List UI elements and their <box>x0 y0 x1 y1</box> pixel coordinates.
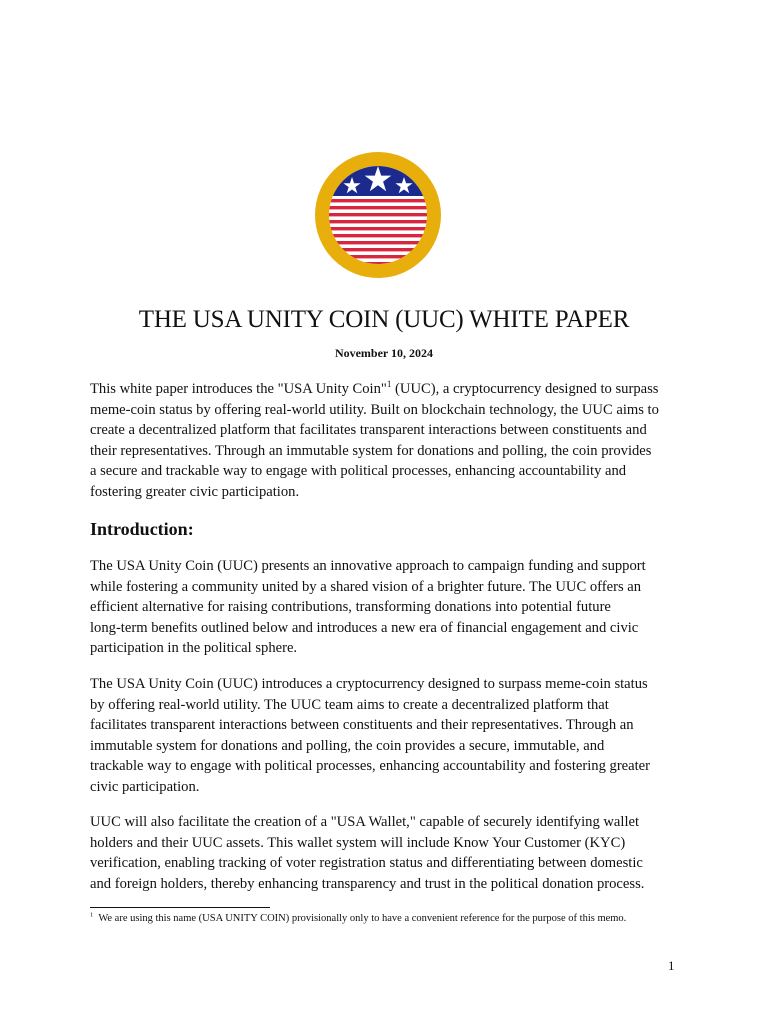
footnote <box>90 913 626 924</box>
usa-unity-coin-logo-icon <box>314 150 442 280</box>
paragraph-line: long-term benefits outlined below and introduces a new era of financial engagement and civic <box>90 619 639 636</box>
document-date: November 10, 2024 <box>334 346 434 360</box>
coin-stripe <box>324 220 434 223</box>
footnote-number: 1 <box>90 911 94 919</box>
paragraph-line: The USA Unity Coin (UUC) presents an innovative approach to campaign funding and support <box>90 558 646 574</box>
paragraph-line: holders and their UUC assets. This wallet system will include Know Your Customer (KYC) <box>90 834 626 851</box>
coin-stripe <box>324 241 434 244</box>
introduction-heading: Introduction: <box>90 519 194 539</box>
footnote-reference[interactable]: 1 <box>386 379 392 390</box>
coin-stripe <box>324 199 434 202</box>
paragraph-line: by offering real-world utility. The UUC team aims to create a decentralized platform that <box>90 696 609 713</box>
paragraph-line: trackable way to engage with political processes, enhancing accountability and fostering greater <box>90 758 651 774</box>
paragraph-line: civic participation. <box>90 778 200 795</box>
abstract-paragraph <box>90 379 690 502</box>
introduction-paragraph-2 <box>90 674 690 797</box>
paragraph-line: The USA Unity Coin (UUC) introduces a cryptocurrency designed to surpass meme-coin status <box>90 676 648 692</box>
abstract-line: meme-coin status by offering real-world utility. Built on blockchain technology, the UUC aims to <box>90 401 659 418</box>
abstract-line: This white paper introduces the "USA Unity Coin"$^1$ (UUC), a cryptocurrency designed to surpass <box>90 379 659 397</box>
footnote-text: We are using this name (USA UNITY COIN) provisionally only to have a convenient reference for the purpose of this memo. <box>98 913 627 924</box>
introduction-paragraph-3 <box>90 812 690 894</box>
abstract-line: their representatives. Through an immutable system for donations and polling, the coin provides <box>90 442 652 459</box>
coin-stripe <box>324 206 434 209</box>
paragraph-line: UUC will also facilitate the creation of a "USA Wallet," capable of securely identifying wallet <box>90 814 640 830</box>
coin-stripe <box>324 227 434 230</box>
paragraph-line: participation in the political sphere. <box>90 640 298 656</box>
introduction-paragraph-1 <box>90 556 690 659</box>
paragraph-line: facilitates transparent interactions between constituents and their representatives. Through an <box>90 717 634 733</box>
document-title: THE USA UNITY COIN (UUC) WHITE PAPER <box>138 306 630 333</box>
paragraph-line: verification, enabling tracking of voter registration status and differentiating between domestic <box>90 855 643 871</box>
coin-stripe <box>324 234 434 237</box>
page-number: 1 <box>668 958 675 973</box>
abstract-line: create a decentralized platform that facilitates transparent interactions between constituents and <box>90 422 647 438</box>
footnote-divider <box>90 907 270 908</box>
abstract-line: fostering greater civic participation. <box>90 483 300 500</box>
paragraph-line: immutable system for donations and polling, the coin provides a secure, immutable, and <box>90 737 605 754</box>
paragraph-line: efficient alternative for raising contributions, transforming donations into potential future <box>90 599 611 615</box>
abstract-line: a secure and trackable way to engage with political processes, enhancing accountability and <box>90 463 627 479</box>
paragraph-line: and foreign holders, thereby enhancing transparency and trust in the political donation process. <box>90 875 645 892</box>
paragraph-line: while fostering a community united by a shared vision of a brighter future. The UUC offers an <box>90 578 642 595</box>
coin-stripe <box>324 213 434 216</box>
